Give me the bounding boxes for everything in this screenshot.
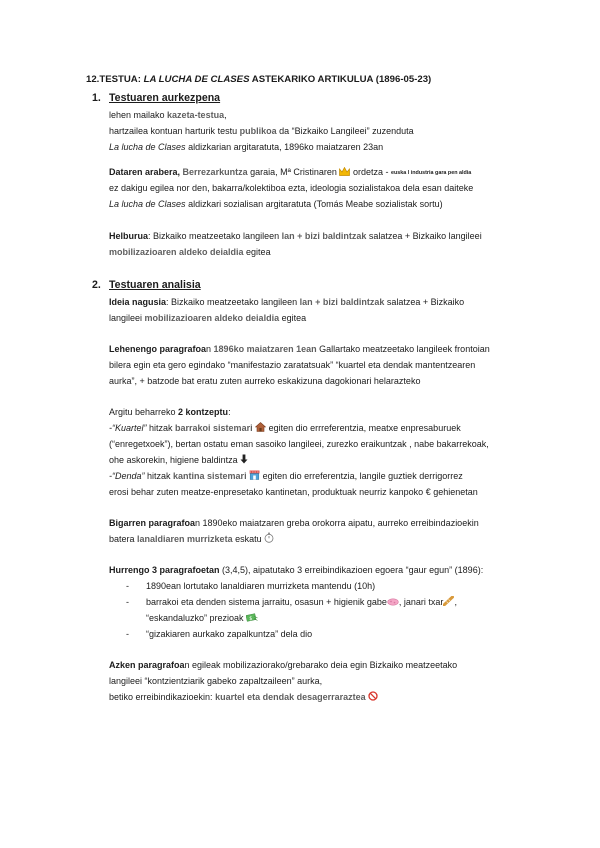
money-icon [246, 611, 258, 627]
list-item: - “gizakiaren aurkako zapalkuntza” dela dio [126, 629, 313, 639]
list-item-continuation: “eskandaluzko” prezioak $ [126, 610, 546, 626]
list-item: - barrakoi eta denden sistema jarraitu, osasun + higienik gabe , janari txar , [126, 594, 546, 610]
concepts-paragraph: Argitu beharreko 2 kontzeptu: -“Kuartel” hitzak barrakoi sistemari egiten dio errreferentzia, meatxe enpresaburuek (“enregetxoek”), bertan ostatu eman sasoiko langileei, zurezko eraikuntzak , nabe bakarrekoak, ohe askorekin, higiene baldintza -“Denda” hitzak kantina sistemari egiten dio erreferentzia, langile guztiek derrigorrez erosi behar zuten meatze-enpresetako kantinetan, produktuak neurriz kanpoko € gehienetan [109, 407, 489, 497]
next-paragraphs-heading: Hurrengo 3 paragrafoetan (3,4,5), aipatutako 3 erreibindikazioen egoera “gaur egun” (1896): [109, 565, 484, 575]
prohibited-icon [368, 690, 378, 706]
stopwatch-icon [264, 532, 274, 548]
section-title: Testuaren analisia [109, 279, 201, 291]
house-icon [255, 421, 266, 437]
title-rest: ASTEKARIKO ARTIKULUA (1896-05-23) [249, 74, 432, 85]
list-item: - 1890ean lortutako lanaldiaren murrizketa mantendu (10h) [126, 581, 376, 591]
section-number: 1. [92, 92, 101, 104]
baguette-icon [443, 595, 454, 611]
goal-paragraph: Helburua: Bizkaiko meatzeetako langileen lan + bizi baldintzak salatzea + Bizkaiko langileei mobilizazioaren aldeko deialdia egitea [109, 231, 482, 257]
presentation-paragraph: lehen mailako kazeta-testua, hartzailea kontuan harturik testu publikoa da “Bizkaiko Langileei” zuzenduta La lucha de Clases aldizkarian argitaratuta, 1896ko maiatzaren 23an [109, 110, 414, 152]
arrow-down-icon [240, 453, 248, 469]
date-paragraph: Dataren arabera, Berrezarkuntza garaia, Mª Cristinaren ordetza - euska l industria gara pen aldia ez dakigu egilea nor den, bakarra/kolektiboa ezta, ideologia sozialistakoa dela esan daiteke La lucha de Clases aldizkari sozialisan argitaratuta (Tomás Meabe sozialistak sortu) [109, 167, 474, 209]
second-paragraph-analysis: Bigarren paragrafoan 1890eko maiatzaren greba orokorra aipatu, aurreko erreibindazioekin batera lanaldiaren murrizketa eskatu [109, 515, 549, 547]
store-icon [249, 469, 260, 485]
section-title: Testuaren aurkezpena [109, 92, 221, 104]
main-idea-paragraph: Ideia nagusia: Bizkaiko meatzeetako langileen lan + bizi baldintzak salatzea + Bizkaiko langileei mobilizazioaren aldeko deialdia egitea [109, 297, 465, 323]
section-1-heading [92, 90, 512, 106]
demands-list [126, 578, 546, 642]
section-2-heading [92, 277, 512, 293]
first-paragraph-analysis: Lehenengo paragrafoan 1896ko maiatzaren 1ean Gallartako meatzeetako langileek frontoian bilera egin eta gero egindako “manifestazio zaratatsuak” “kuartel eta dendak mantentzearen aurka”, + batzode bat eratu zuten aurreko eskakizuna dagokionari helarazteko [109, 344, 490, 386]
document-title [86, 72, 566, 88]
svg-text:$: $ [249, 616, 253, 622]
last-paragraph-analysis: Azken paragrafoan egileak mobilizaziorako/grebarako deia egin Bizkaiko meatzeetako langileei “kontzientziarik gabeko zapaltzaileen” aurka, betiko erreibindikazioekin: kuartel eta dendak desagerraraztea [109, 657, 549, 705]
crown-icon [339, 165, 350, 181]
section-number: 2. [92, 279, 101, 291]
title-prefix: 12.TESTUA: [86, 74, 144, 85]
title-work: LA LUCHA DE CLASES [143, 74, 250, 85]
microbe-icon [387, 595, 399, 611]
